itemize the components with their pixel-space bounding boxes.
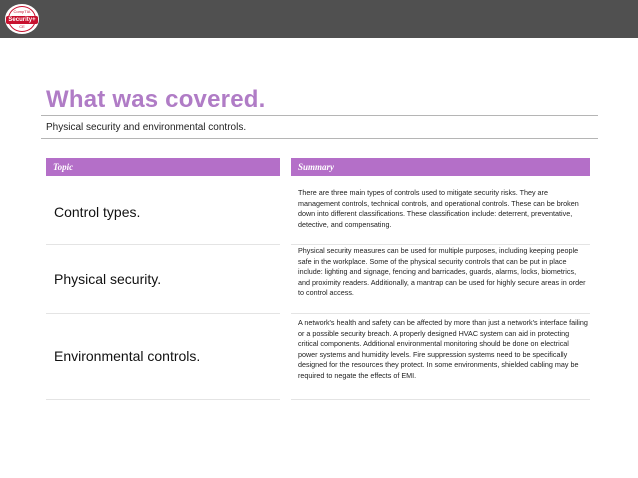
row-divider bbox=[291, 399, 590, 400]
row-divider bbox=[291, 313, 590, 314]
top-bar bbox=[0, 0, 638, 38]
row-divider bbox=[291, 244, 590, 245]
logo-bottom-text: CE bbox=[19, 24, 25, 29]
comptia-security-plus-logo bbox=[5, 4, 39, 34]
logo-top-text: CompTIA bbox=[13, 9, 31, 14]
logo-badge-text: Security+ bbox=[6, 16, 38, 24]
summary-cell-control-types: There are three main types of controls used to mitigate security risks. They are management controls, technical controls, and operational controls. These can be broken down into different classifications. These classification include: deterrent, preventative, detective, and compensating. bbox=[298, 188, 579, 229]
divider-top bbox=[41, 115, 598, 116]
summary-column-header: Summary bbox=[291, 158, 590, 176]
topic-cell-physical-security: Physical security. bbox=[54, 271, 162, 287]
row-divider bbox=[46, 244, 280, 245]
slide-title: What was covered. bbox=[46, 86, 266, 113]
topic-cell-control-types: Control types. bbox=[54, 204, 141, 220]
summary-cell-environmental-controls: A network's health and safety can be affected by more than just a network's interface failing or a possible security breach. A properly designed HVAC system can aid in protecting critical components. Additional environmental monitoring should be done on electrical power systems and humidity levels. Fire suppression systems need to be specifically designed for the resources they protect. In some environments, shielded cabling may be required to negate the effects of EMI. bbox=[298, 318, 588, 380]
topic-column-header: Topic bbox=[46, 158, 280, 176]
slide-subtitle: Physical security and environmental controls. bbox=[46, 122, 247, 133]
row-divider bbox=[46, 399, 280, 400]
row-divider bbox=[46, 313, 280, 314]
topic-cell-environmental-controls: Environmental controls. bbox=[54, 348, 201, 364]
divider-bottom bbox=[41, 138, 598, 139]
summary-cell-physical-security: Physical security measures can be used for multiple purposes, including keeping people safe in the workplace. Some of the physical security controls that can be put in place include: lighting and signage, fencing and barricades, guards, alarms, locks, biometrics, and proximity readers. Additionally, a mantrap can be used for highly secure areas in order to control access. bbox=[298, 246, 586, 298]
